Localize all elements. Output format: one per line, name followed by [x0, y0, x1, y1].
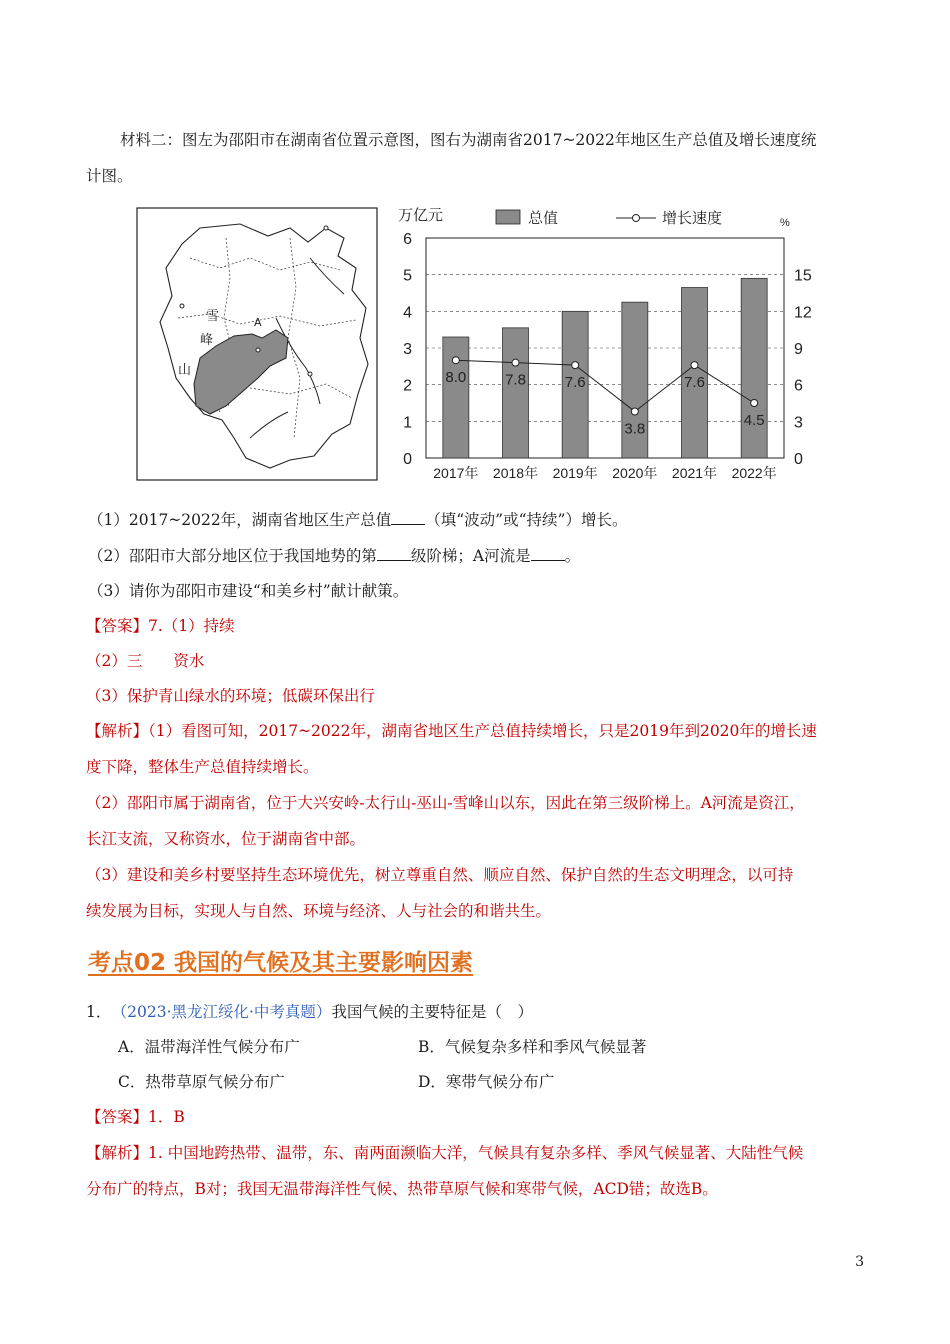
growth-point-label: 3.8: [624, 420, 646, 438]
map-label-a: A: [254, 316, 262, 329]
growth-point: [631, 408, 638, 415]
bar-2022年: [741, 278, 767, 458]
answer-line-1: 【答案】7.（1）持续: [86, 617, 235, 635]
growth-point-label: 7.8: [505, 371, 526, 389]
legend-line-marker: [633, 215, 640, 222]
option-b[interactable]: B．气候复杂多样和季风气候显著: [418, 1038, 647, 1056]
hunan-map: [137, 208, 377, 480]
analysis-line-1: 【解析】（1）看图可知，2017~2022年，湖南省地区生产总值持续增长，只是2019年到2020年的增长速: [86, 722, 817, 740]
y-right-tick: 9: [794, 341, 803, 358]
analysis-line-4: 长江支流，又称资水，位于湖南省中部。: [86, 830, 366, 848]
plot-frame: [426, 238, 784, 458]
answer-tag: 【答案】: [86, 617, 149, 635]
question-source: （2023·黑龙江绥化·中考真题）: [119, 1003, 332, 1021]
section-heading: 考点02 我国的气候及其主要影响因素: [88, 950, 474, 976]
y-left-tick: 6: [403, 231, 412, 248]
y-left-label: 万亿元: [398, 207, 444, 224]
y-left-tick: 4: [403, 304, 412, 322]
growth-point: [751, 400, 758, 407]
analysis2-line-2: 分布广的特点，B对；我国无温带海洋性气候、热带草原气候和寒带气候，ACD错；故选B。: [86, 1180, 718, 1198]
growth-point: [572, 362, 579, 369]
x-tick-label: 2022年: [731, 465, 777, 481]
analysis2-line-1: 【解析】1. 中国地跨热带、温带，东、南两面濒临大洋，气候具有复杂多样、季风气候显著、大陆性气候: [86, 1144, 804, 1162]
analysis-line-3: （2）邵阳市属于湖南省，位于大兴安岭-太行山-巫山-雪峰山以东，因此在第三级阶梯上。A河流是资江，: [86, 794, 805, 812]
question-2: （2）邵阳市大部分地区位于我国地势的第 级阶梯；A河流是 。: [88, 547, 581, 565]
y-right-tick: 0: [794, 451, 803, 468]
growth-point: [452, 357, 459, 364]
answer-line-2: （2）三 资水: [86, 652, 205, 670]
page-number: 3: [855, 1254, 864, 1270]
gdp-chart: [398, 207, 812, 481]
option-d[interactable]: D．寒带气候分布广: [418, 1073, 555, 1091]
blank-2[interactable]: [377, 546, 411, 561]
material-line-1: 材料二：图左为邵阳市在湖南省位置示意图，图右为湖南省2017~2022年地区生产总值及增长速度统: [120, 131, 817, 149]
answer2-line: 【答案】1．B: [86, 1108, 185, 1126]
analysis-line-2: 度下降，整体生产总值持续增长。: [86, 758, 319, 776]
legend-bar-label: 总值: [528, 210, 559, 227]
bar-2017年: [443, 337, 469, 458]
legend-bar-swatch: [496, 210, 520, 224]
y-right-tick: 6: [794, 377, 803, 395]
y-right-tick: 3: [794, 414, 803, 432]
y-left-tick: 5: [403, 267, 412, 285]
blank-3[interactable]: [531, 546, 565, 561]
legend-line-label: 增长速度: [662, 210, 723, 227]
growth-point-label: 7.6: [564, 374, 586, 392]
x-tick-label: 2017年: [433, 465, 479, 481]
analysis-line-6: 续发展为目标，实现人与自然、环境与经济、人与社会的和谐共生。: [86, 902, 552, 920]
blank-1[interactable]: [391, 510, 425, 525]
question-3: （3）请你为邵阳市建设“和美乡村”献计献策。: [88, 582, 409, 600]
bar-2018年: [503, 328, 529, 458]
analysis-line-5: （3）建设和美乡村要坚持生态环境优先，树立尊重自然、顺应自然、保护自然的生态文明理念，以可持: [86, 866, 794, 884]
analysis2-tag: 【解析】: [86, 1144, 149, 1162]
y-left-tick: 0: [403, 451, 412, 468]
growth-point-label: 7.6: [684, 374, 705, 392]
y-left-tick: 2: [403, 377, 412, 395]
y-left-tick: 3: [403, 341, 412, 358]
climate-question: 1． （2023·黑龙江绥化·中考真题）我国气候的主要特征是（ ）: [86, 1003, 533, 1021]
y-right-tick: 12: [794, 304, 812, 322]
answer2-tag: 【答案】: [86, 1108, 149, 1126]
analysis-tag: 【解析】: [86, 722, 149, 740]
growth-point: [512, 359, 519, 366]
growth-point-label: 4.5: [743, 412, 765, 429]
answer-line-3: （3）保护青山绿水的环境；低碳环保出行: [86, 687, 375, 705]
option-a[interactable]: A．温带海洋性气候分布广: [118, 1038, 300, 1056]
y-right-tick: 15: [794, 267, 812, 285]
material-line-2: 计图。: [86, 167, 133, 185]
x-tick-label: 2021年: [671, 465, 718, 481]
map-label-xue: 雪: [206, 309, 220, 324]
y-left-tick: 1: [403, 414, 412, 432]
x-tick-label: 2019年: [552, 465, 598, 481]
map-label-shan: 山: [178, 363, 192, 378]
x-tick-label: 2020年: [612, 465, 658, 481]
growth-point-label: 8.0: [445, 369, 467, 387]
map-label-feng: 峰: [200, 333, 214, 348]
x-tick-label: 2018年: [492, 465, 539, 481]
y-right-label: %: [780, 217, 790, 229]
growth-line: [456, 360, 754, 411]
growth-point: [691, 362, 698, 369]
figure: [130, 198, 810, 490]
question-1: （1）2017~2022年，湖南省地区生产总值 （填“波动”或“持续”）增长。: [88, 511, 628, 529]
option-c[interactable]: C．热带草原气候分布广: [118, 1073, 285, 1091]
